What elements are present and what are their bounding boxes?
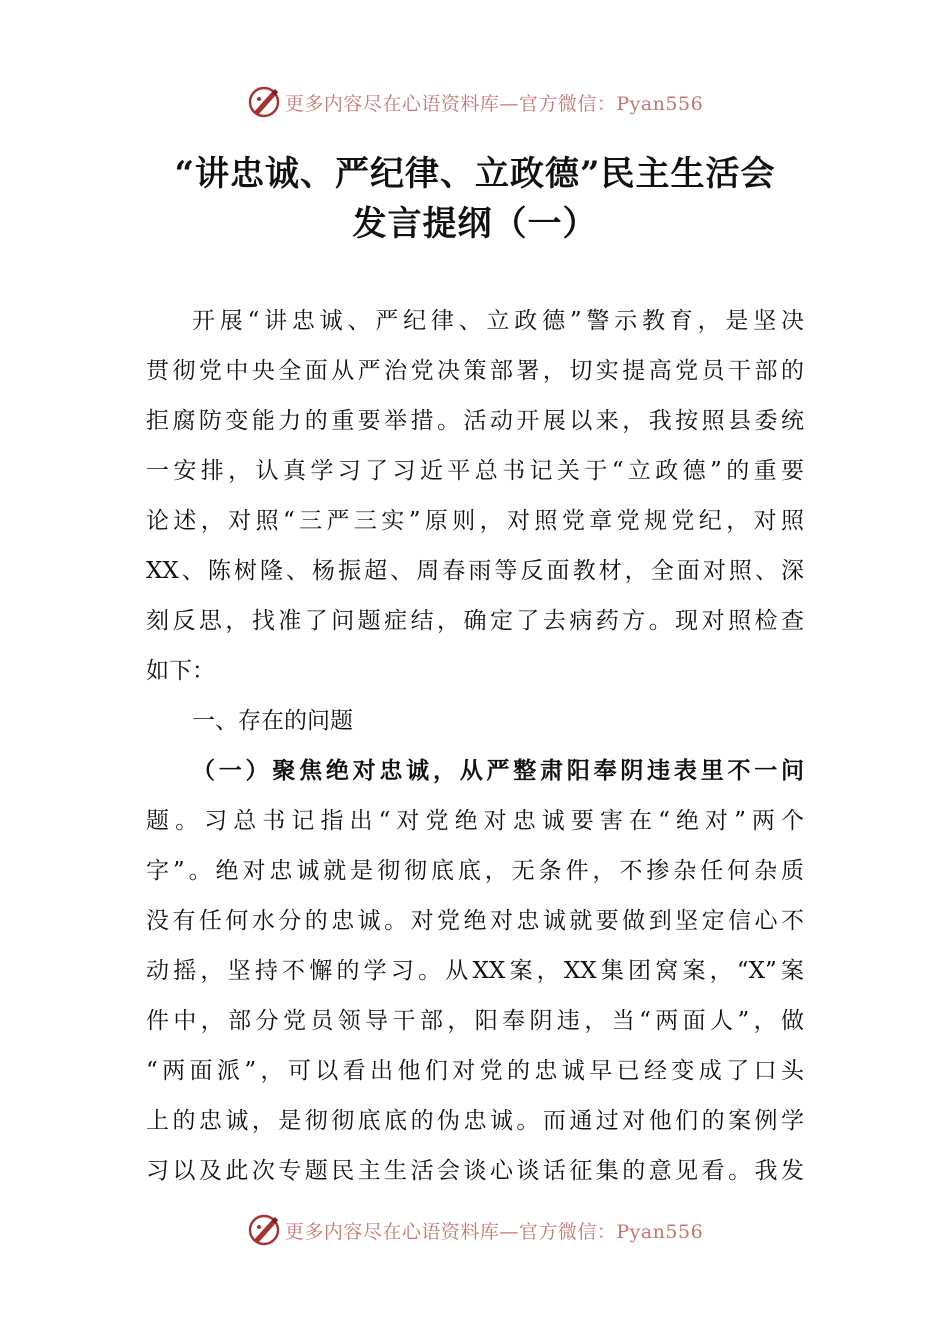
- footer-watermark: [0, 1210, 950, 1250]
- paragraph-line: 一安排，认真学习了习近平总书记关于“立政德”的重要: [146, 458, 804, 484]
- paragraph-line: XX、陈树隆、杨振超、周春雨等反面教材，全面对照、深: [146, 558, 804, 584]
- paragraph-line: 开展“讲忠诚、严纪律、立政德”警示教育，是坚决: [192, 308, 804, 334]
- paragraph-line: 拒腐防变能力的重要举措。活动开展以来，我按照县委统: [146, 408, 804, 434]
- header-watermark: [0, 82, 950, 122]
- section-heading: 一、存在的问题: [192, 708, 353, 734]
- paragraph-line: 论述，对照“三严三实”原则，对照党章党规党纪，对照: [146, 508, 804, 534]
- paragraph-line: 如下：: [146, 658, 215, 684]
- paragraph-line: 动摇，坚持不懈的学习。从XX案，XX集团窝案，“X”案: [146, 958, 804, 984]
- document-title-line-1: “讲忠诚、严纪律、立政德”民主生活会: [174, 154, 776, 194]
- paragraph-line: 贯彻党中央全面从严治党决策部署，切实提高党员干部的: [146, 358, 804, 384]
- subsection-heading: （一）聚焦绝对忠诚，从严整肃阳奉阴违表里不一问: [192, 757, 804, 784]
- paragraph-line: 没有任何水分的忠诚。对党绝对忠诚就要做到坚定信心不: [146, 908, 804, 934]
- paragraph-line: 上的忠诚，是彻彻底底的伪忠诚。而通过对他们的案例学: [146, 1108, 804, 1134]
- paragraph-line: 字”。绝对忠诚就是彻彻底底，无条件，不掺杂任何杂质: [146, 858, 804, 884]
- paragraph-line: 刻反思，找准了问题症结，确定了去病药方。现对照检查: [146, 608, 804, 634]
- watermark-text: 更多内容尽在心语资料库—官方微信：Pyan556: [284, 1220, 704, 1243]
- pen-circle-logo-icon: [247, 1213, 281, 1247]
- paragraph-line: 件中，部分党员领导干部，阳奉阴违，当“两面人”，做: [146, 1008, 804, 1034]
- document-body: [146, 296, 804, 1196]
- watermark-text: 更多内容尽在心语资料库—官方微信：Pyan556: [284, 92, 704, 115]
- paragraph-line: 题。习总书记指出“对党绝对忠诚要害在“绝对”两个: [146, 808, 804, 834]
- pen-circle-logo-icon: [247, 85, 281, 119]
- paragraph-line: 习以及此次专题民主生活会谈心谈话征集的意见看。我发: [146, 1158, 804, 1184]
- paragraph-line: “两面派”，可以看出他们对党的忠诚早已经变成了口头: [146, 1058, 804, 1084]
- document-title-line-2: 发言提纲（一）: [352, 204, 598, 244]
